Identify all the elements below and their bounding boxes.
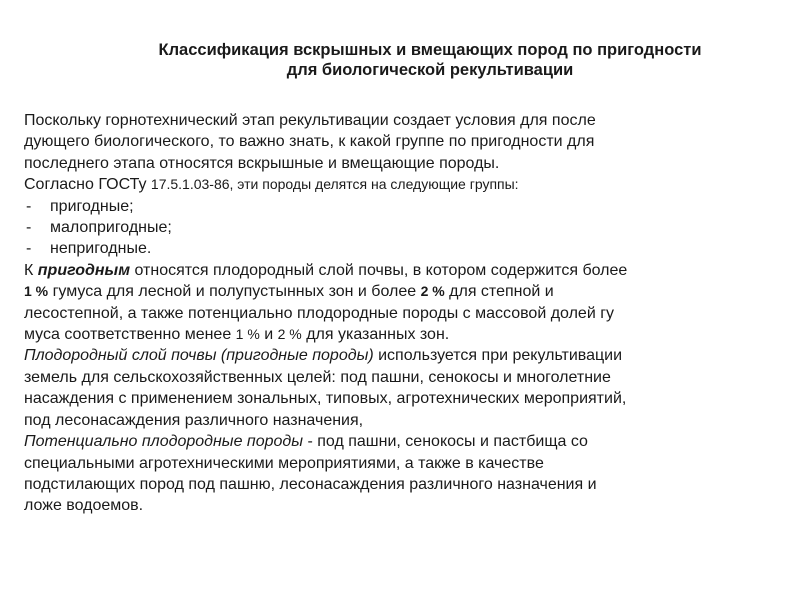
potential-b: - под пашни, сенокосы и пастбища со [303, 433, 588, 451]
gost-pre: Согласно ГОСТу [24, 176, 151, 194]
fertile-line-2: земель для сельскохозяйственных целей: под пашни, сенокосы и многолетние [24, 368, 611, 386]
suitable-line-4 [24, 324, 794, 345]
dash-bullet: - [26, 219, 32, 237]
humus-steppe-value: 2 % [420, 283, 445, 300]
gost-post: , эти породы делятся на следующие группы: [229, 176, 519, 193]
gost-number: 17.5.1.03-86 [150, 176, 230, 193]
slide-title [60, 40, 800, 80]
group-label: непригодные. [50, 240, 152, 258]
suitable-line-1 [24, 260, 794, 281]
dash-bullet: - [26, 240, 32, 258]
group-label: пригодные; [50, 197, 134, 215]
dash-bullet: - [26, 197, 32, 215]
intro-line-1: Поскольку горнотехнический этап рекультивации создает условия для после [24, 112, 596, 129]
suitable-m: для указанных зон. [301, 326, 450, 344]
potential-line-3: подстилающих пород под пашню, лесонасаждения различного назначения и [24, 475, 597, 493]
fertile-b: используется при рекультивации [373, 347, 623, 365]
title-line-2: для биологической рекультивации [286, 61, 574, 79]
suitable-e: гумуса для лесной и полупустынных зон и более [48, 283, 421, 301]
potential-line-2: специальными агротехническими мероприятиями, а также в качестве [24, 454, 544, 472]
potential-term: Потенциально плодородные породы [24, 433, 304, 451]
suitable-term: пригодным [37, 261, 131, 279]
suitable-a: К [24, 261, 38, 279]
suitable-line-3: лесостепной, а также потенциально плодородные породы с массовой долей гу [24, 304, 615, 322]
fertile-line-4: под лесонасаждения различного назначения, [24, 411, 364, 429]
intro-line-3: последнего этапа относятся вскрышные и вмещающие породы. [24, 154, 500, 172]
group-item [24, 217, 794, 238]
title-line-1: Классификация вскрышных и вмещающих пород по пригодности [158, 41, 702, 59]
group-label: малопригодные; [50, 219, 172, 237]
suitable-c: относятся плодородный слой почвы, в котором содержится более [130, 261, 628, 279]
fertile-line-1 [24, 345, 794, 366]
suitable-k: и [259, 326, 278, 344]
suitable-g: для степной и [444, 283, 554, 301]
suitable-i: муса соответственно менее [24, 326, 236, 344]
potential-steppe-value: 2 % [277, 326, 302, 343]
slide-body [24, 110, 794, 517]
potential-forest-value: 1 % [235, 326, 260, 343]
group-item [24, 238, 794, 259]
intro-line-2: дующего биологического, то важно знать, к какой группе по пригодности для [24, 133, 595, 151]
potential-line-4: ложе водоемов. [24, 497, 144, 515]
humus-forest-value: 1 % [24, 283, 49, 300]
gost-line [24, 174, 794, 195]
suitable-line-2 [24, 281, 794, 302]
group-item [24, 196, 794, 217]
fertile-line-3: насаждения с применением зональных, типовых, агротехнических мероприятий, [24, 390, 627, 408]
potential-line-1 [24, 431, 794, 452]
fertile-term: Плодородный слой почвы (пригодные породы) [24, 347, 374, 365]
